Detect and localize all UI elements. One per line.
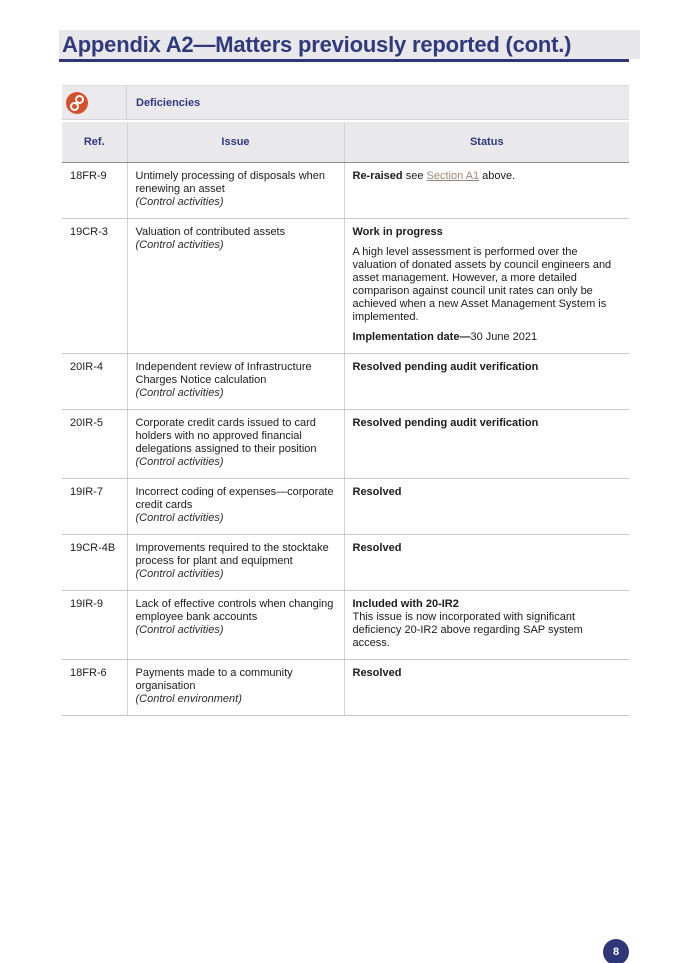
status-label: Included with 20-IR2 [352, 597, 459, 610]
issue-category: (Control activities) [135, 567, 224, 580]
issue-cell [127, 590, 344, 659]
issue-text: Valuation of contributed assets [135, 225, 286, 238]
status-cell [344, 218, 629, 353]
issue-category: (Control activities) [135, 623, 224, 636]
ref-cell: 19CR-4B [62, 534, 127, 590]
deficiencies-section-header [62, 85, 629, 120]
implementation-date-label: Implementation date— [352, 330, 471, 343]
issue-text: Untimely processing of disposals when renewing an asset [135, 169, 326, 195]
ref-cell: 18FR-6 [62, 659, 127, 715]
column-header-issue: Issue [127, 122, 344, 162]
status-label: Resolved [352, 666, 402, 679]
section-a1-link[interactable]: Section A1 [426, 169, 480, 182]
section-label: Deficiencies [136, 97, 201, 109]
status-label: Resolved pending audit verification [352, 416, 539, 429]
ref-cell: 18FR-9 [62, 162, 127, 218]
table-row [62, 478, 629, 534]
issue-category: (Control activities) [135, 455, 224, 468]
issue-category: (Control activities) [135, 238, 224, 251]
ref-cell: 19CR-3 [62, 218, 127, 353]
issue-text: Corporate credit cards issued to card holders with no approved financial delegations assigned to their position [135, 416, 317, 455]
icon-dot [70, 102, 79, 111]
status-cell [344, 590, 629, 659]
issue-text: Lack of effective controls when changing employee bank accounts [135, 597, 334, 623]
issue-category: (Control activities) [135, 195, 224, 208]
status-text: above. [479, 169, 516, 182]
issue-text: Independent review of Infrastructure Charges Notice calculation [135, 360, 312, 386]
table-row [62, 218, 629, 353]
issue-category: (Control environment) [135, 692, 242, 705]
issue-text: Incorrect coding of expenses—corporate credit cards [135, 485, 334, 511]
status-label: Re-raised [352, 169, 403, 182]
table-row [62, 590, 629, 659]
issue-cell [127, 353, 344, 409]
page-number-badge: 8 [603, 939, 629, 963]
issue-cell [127, 659, 344, 715]
status-label: Work in progress [352, 225, 443, 238]
status-cell [344, 162, 629, 218]
status-label: Resolved [352, 485, 402, 498]
status-cell [344, 409, 629, 478]
section-icon-cell [62, 86, 127, 119]
status-label: Resolved [352, 541, 402, 554]
table-row [62, 353, 629, 409]
table-row [62, 534, 629, 590]
column-header-status: Status [344, 122, 629, 162]
issue-cell [127, 534, 344, 590]
issue-category: (Control activities) [135, 511, 224, 524]
ref-cell: 19IR-7 [62, 478, 127, 534]
table-header-row [62, 122, 629, 162]
deficiencies-table [62, 122, 629, 716]
status-cell [344, 353, 629, 409]
issue-cell [127, 409, 344, 478]
issue-cell [127, 162, 344, 218]
issue-text: Payments made to a community organisation [135, 666, 293, 692]
deficiencies-icon [66, 92, 88, 114]
title-banner [59, 30, 640, 59]
table-row [62, 162, 629, 218]
table-row [62, 659, 629, 715]
ref-cell: 19IR-9 [62, 590, 127, 659]
column-header-ref: Ref. [62, 122, 127, 162]
implementation-date-value: 30 June 2021 [470, 330, 538, 343]
issue-cell [127, 218, 344, 353]
implementation-date-line [353, 331, 622, 344]
status-detail: This issue is now incorporated with significant deficiency 20-IR2 above regarding SAP system access. [352, 610, 583, 649]
issue-category: (Control activities) [135, 386, 224, 399]
status-text: see [402, 169, 427, 182]
ref-cell: 20IR-5 [62, 409, 127, 478]
table-row [62, 409, 629, 478]
issue-cell [127, 478, 344, 534]
issue-text: Improvements required to the stocktake process for plant and equipment [135, 541, 329, 567]
status-cell [344, 478, 629, 534]
title-underline [59, 59, 629, 62]
status-detail: A high level assessment is performed over the valuation of donated assets by council engineers and asset management. However, a more detailed comparison against council unit rates can only be achieved when a new Asset Management System is implemented. [352, 245, 612, 323]
status-cell [344, 534, 629, 590]
page-title: Appendix A2—Matters previously reported (cont.) [62, 32, 572, 57]
ref-cell: 20IR-4 [62, 353, 127, 409]
status-label: Resolved pending audit verification [352, 360, 539, 373]
status-cell [344, 659, 629, 715]
